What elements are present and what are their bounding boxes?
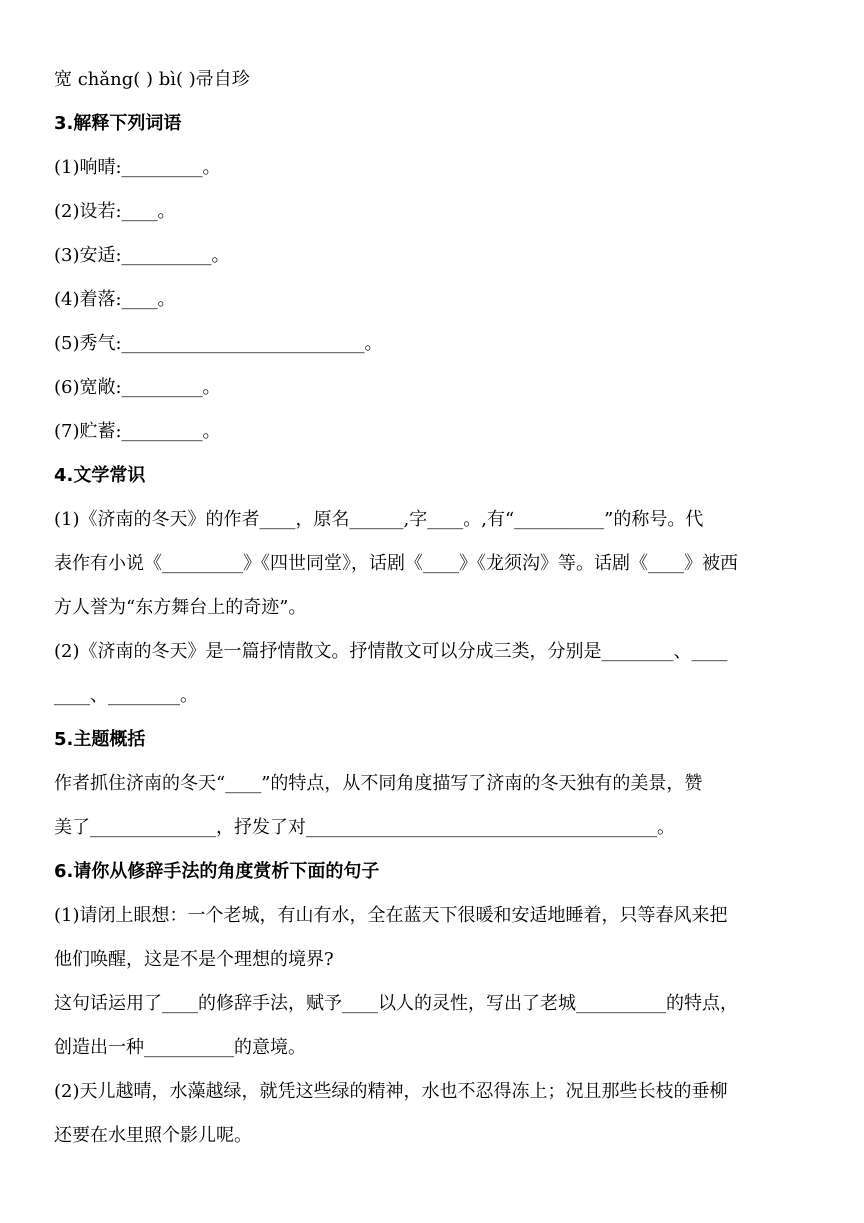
q6-2-line-2: 还要在水里照个影儿呢。	[54, 1125, 252, 1146]
q5-line-2: 美了______________，抒发了对_______________________________________。	[54, 817, 675, 838]
q4-2-line-2: ____、________。	[54, 685, 198, 706]
section-4-heading: 4.文学常识	[54, 465, 146, 486]
q6-1-line-4: 创造出一种__________的意境。	[54, 1037, 306, 1058]
q3-item-3: (3)安适:__________。	[54, 245, 230, 266]
q3-item-2: (2)设若:____。	[54, 201, 176, 222]
q3-item-6: (6)宽敞:_________。	[54, 377, 221, 398]
q3-item-4: (4)着落:____。	[54, 289, 176, 310]
q4-1-line-1: (1)《济南的冬天》的作者____，原名______,字____。,有“__________”的称号。代	[54, 509, 704, 530]
q5-line-1: 作者抓住济南的冬天“____”的特点，从不同角度描写了济南的冬天独有的美景，赞	[54, 773, 703, 794]
q4-1-line-2: 表作有小说《_________》《四世同堂》，话剧《____》《龙须沟》等。话剧《____》被西	[54, 553, 738, 574]
section-6-heading: 6.请你从修辞手法的角度赏析下面的句子	[54, 861, 380, 882]
q3-item-1: (1)响晴:_________。	[54, 157, 221, 178]
pinyin-fill-line: 宽 chǎng( ) bì( )帚自珍	[54, 69, 250, 90]
q4-1-line-3: 方人誉为“东方舞台上的奇迹”。	[54, 597, 307, 618]
section-5-heading: 5.主题概括	[54, 729, 146, 750]
q6-1-line-1: (1)请闭上眼想：一个老城，有山有水，全在蓝天下很暖和安适地睡着，只等春风来把	[54, 905, 728, 926]
q3-item-5: (5)秀气:___________________________。	[54, 333, 383, 354]
q6-2-line-1: (2)天儿越晴，水藻越绿，就凭这些绿的精神，水也不忍得冻上；况且那些长枝的垂柳	[54, 1081, 728, 1102]
section-3-heading: 3.解释下列词语	[54, 113, 182, 134]
q6-1-line-2: 他们唤醒，这是不是个理想的境界?	[54, 949, 334, 970]
q4-2-line-1: (2)《济南的冬天》是一篇抒情散文。抒情散文可以分成三类，分别是________、____	[54, 641, 728, 662]
q3-item-7: (7)贮蓄:_________。	[54, 421, 221, 442]
q6-1-line-3: 这句话运用了____的修辞手法，赋予____以人的灵性，写出了老城__________的特点，	[54, 993, 738, 1014]
